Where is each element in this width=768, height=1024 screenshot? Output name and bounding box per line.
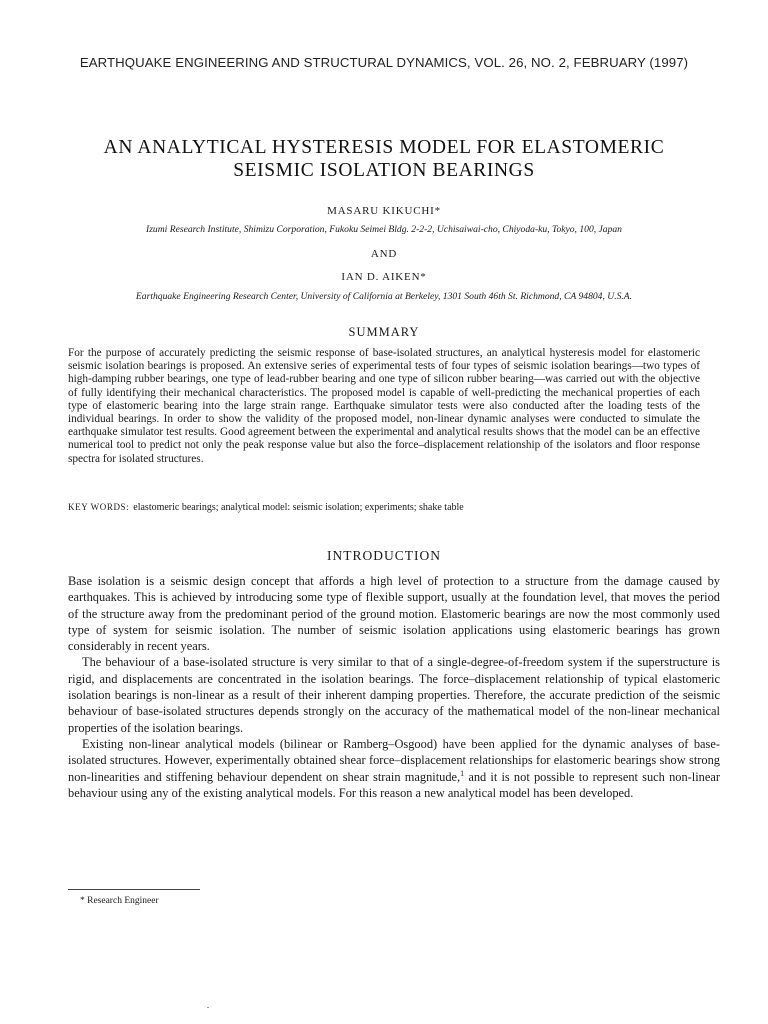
author-conjunction: AND xyxy=(370,248,398,260)
introduction-paragraph-1: Base isolation is a seismic design concept that affords a high level of protection to a structure from the damage caused by earthquakes. This is achieved by introducing some type of flexible support, usually at the foundation level, that moves the period of the structure away from the predominant period of the ground motion. Elastomeric bearings are now the most commonly used type of system for seismic isolation. The number of seismic isolation applications using elastomeric bearings has grown considerably in recent years. xyxy=(68,574,720,654)
footnote-divider xyxy=(68,889,200,890)
author-name-1: MASARU KIKUCHI* xyxy=(327,205,441,217)
author-affiliation-2: Earthquake Engineering Research Center, University of California at Berkeley, 1301 South 46th St. Richmond, CA 94804, U.S.A. xyxy=(135,291,633,302)
footnote-text: * Research Engineer xyxy=(80,896,159,906)
summary-heading: SUMMARY xyxy=(348,325,420,339)
journal-header: EARTHQUAKE ENGINEERING AND STRUCTURAL DYNAMICS, VOL. 26, NO. 2, FEBRUARY (1997) xyxy=(79,55,689,70)
keywords-text: elastomeric bearings; analytical model: seismic isolation; experiments; shake table xyxy=(133,502,464,513)
reference-marker: 1 xyxy=(460,768,465,778)
introduction-heading: INTRODUCTION xyxy=(327,548,441,563)
keywords-label: KEY WORDS: xyxy=(68,502,130,512)
paper-title xyxy=(60,136,708,182)
scan-speck xyxy=(207,1007,209,1008)
keywords-line xyxy=(68,502,700,513)
introduction-paragraph-3 xyxy=(68,736,720,801)
summary-text: For the purpose of accurately predicting the seismic response of base-isolated structures, an analytical hysteresis model for elastomeric seismic isolation bearings is proposed. An extensive series of experimental tests of four types of seismic isolation bearings—two types of high-damping rubber bearings, one type of lead-rubber bearing and one type of silicon rubber bearing—was carried out with the objective of fully identifying their mechanical characteristics. The proposed model is capable of well-predicting the mechanical properties of each type of elastomeric bearing into the large strain range. Earthquake simulator tests were also conducted after the loading tests of the individual bearings. In order to show the validity of the proposed model, non-linear dynamic analyses were conducted to simulate the earthquake simulator test results. Good agreement between the experimental and analytical results shows that the model can be an effective numerical tool to predict not only the peak response value but also the force–displacement relationship of the isolators and floor response spectra for isolated structures. xyxy=(68,347,700,465)
introduction-paragraph-3-continued: and it is not possible to represent such non-linear behaviour using any of the existing analytical models. For this reason a new analytical model has been developed. xyxy=(68,769,720,800)
paper-title-line-1: AN ANALYTICAL HYSTERESIS MODEL FOR ELASTOMERIC xyxy=(103,137,665,158)
introduction-body xyxy=(68,573,720,801)
paper-title-line-2: SEISMIC ISOLATION BEARINGS xyxy=(233,160,535,181)
author-affiliation-1: Izumi Research Institute, Shimizu Corporation, Fukoku Seimei Bldg. 2-2-2, Uchisaiwai-cho, Chiyoda-ku, Tokyo, 100, Japan xyxy=(146,224,622,235)
author-name-2: IAN D. AIKEN* xyxy=(341,271,427,283)
introduction-paragraph-3-text: Existing non-linear analytical models (bilinear or Ramberg–Osgood) have been applied for the dynamic analyses of base-isolated structures. However, experimentally obtained shear force–displacement relationships for elastomeric bearings show strong non-linearities and stiffening behaviour dependent on shear strain magnitude, xyxy=(68,736,720,784)
introduction-paragraph-2: The behaviour of a base-isolated structure is very similar to that of a single-degree-of-freedom system if the superstructure is rigid, and displacements are concentrated in the isolation bearings. The force–displacement relationship of typical elastomeric isolation bearings is non-linear as a result of their inherent damping properties. Therefore, the accurate prediction of the seismic behaviour of base-isolated structures depends strongly on the accuracy of the mathematical model of the non-linear mechanical properties of the isolation bearings. xyxy=(68,655,720,735)
